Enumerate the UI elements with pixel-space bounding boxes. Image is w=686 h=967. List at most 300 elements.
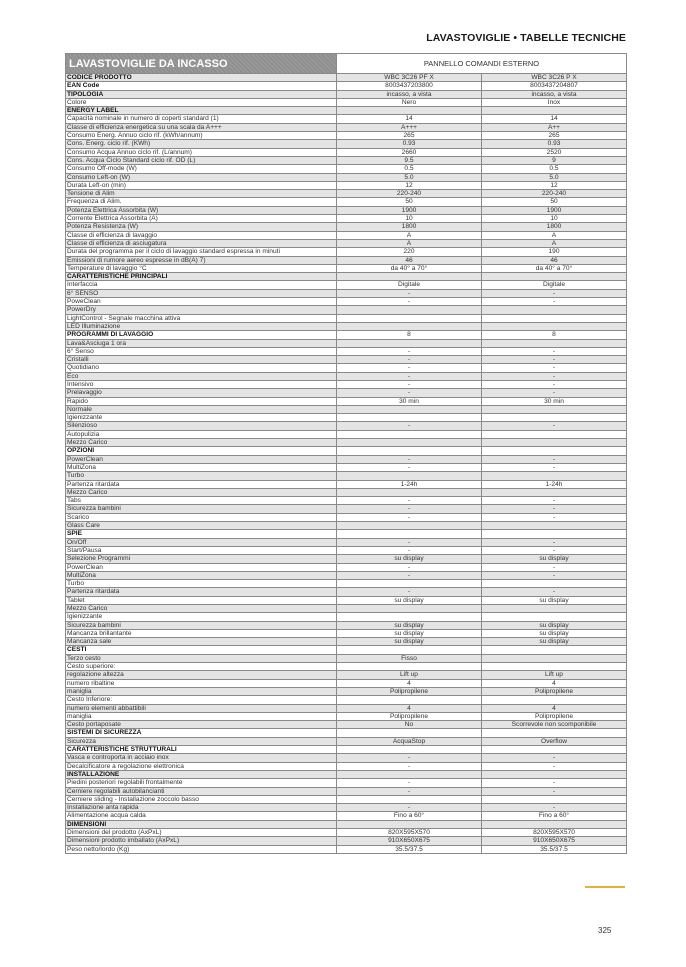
- row-label: MultiZona: [66, 463, 337, 471]
- row-label: numero elementi abbattibili: [66, 704, 337, 712]
- row-label: Classe di efficienza di asciugatura: [66, 239, 337, 247]
- value-model-1: [337, 746, 482, 754]
- value-model-2: [482, 613, 627, 621]
- value-model-2: [482, 447, 627, 455]
- row-label: 6° Senso: [66, 347, 337, 355]
- row-label: Turbo: [66, 580, 337, 588]
- value-model-2: A: [482, 231, 627, 239]
- row-label: SISTEMI DI SICUREZZA: [66, 729, 337, 737]
- value-model-2: 1900: [482, 206, 627, 214]
- page-header-title: LAVASTOVIGLIE • TABELLE TECNICHE: [426, 32, 626, 44]
- row-label: CESTI: [66, 646, 337, 654]
- row-label: Turbo: [66, 472, 337, 480]
- panel-type-label: PANNELLO COMANDI ESTERNO: [337, 54, 627, 74]
- value-model-1: 9.5: [337, 156, 482, 164]
- value-model-2: su display: [482, 621, 627, 629]
- value-model-2: [482, 107, 627, 115]
- value-model-1: -: [337, 779, 482, 787]
- value-model-2: [482, 530, 627, 538]
- value-model-2: -: [482, 298, 627, 306]
- row-label: Classe di efficienza energetica su una scala da A+++: [66, 123, 337, 131]
- table-row: [66, 787, 627, 795]
- value-model-1: -: [337, 804, 482, 812]
- value-model-2: -: [482, 347, 627, 355]
- value-model-1: -: [337, 754, 482, 762]
- value-model-1: 46: [337, 256, 482, 264]
- value-model-1: 220-240: [337, 190, 482, 198]
- value-model-1: No: [337, 721, 482, 729]
- value-model-2: 4: [482, 704, 627, 712]
- row-label: Consumo Acqua Annuo ciclo rif. (L/annum): [66, 148, 337, 156]
- value-model-2: -: [482, 563, 627, 571]
- table-row: [66, 98, 627, 106]
- row-label: Eco: [66, 372, 337, 380]
- value-model-2: -: [482, 804, 627, 812]
- value-model-2: -: [482, 455, 627, 463]
- row-label: Alimentazione acqua calda: [66, 812, 337, 820]
- value-model-1: [337, 580, 482, 588]
- row-label: Installazione anta rapida: [66, 804, 337, 812]
- row-label: Cerniere sliding - Installazione zoccolo basso: [66, 795, 337, 803]
- value-model-1: [337, 405, 482, 413]
- table-row: [66, 538, 627, 546]
- row-label: regolazione altezza: [66, 671, 337, 679]
- section-header-row: [66, 447, 627, 455]
- value-model-2: [482, 472, 627, 480]
- value-model-1: [337, 339, 482, 347]
- value-model-2: 820X595X570: [482, 829, 627, 837]
- value-model-1: -: [337, 289, 482, 297]
- value-model-1: su display: [337, 629, 482, 637]
- section-header-row: [66, 74, 627, 82]
- row-label: Mezzo Carico: [66, 605, 337, 613]
- table-row: [66, 181, 627, 189]
- table-row: [66, 588, 627, 596]
- value-model-1: 14: [337, 115, 482, 123]
- row-label: Autopulizia: [66, 430, 337, 438]
- value-model-2: [482, 405, 627, 413]
- row-label: Normale: [66, 405, 337, 413]
- value-model-2: [482, 746, 627, 754]
- value-model-2: [482, 314, 627, 322]
- value-model-1: [337, 770, 482, 778]
- table-row: [66, 563, 627, 571]
- table-row: [66, 289, 627, 297]
- value-model-1: -: [337, 356, 482, 364]
- value-model-1: su display: [337, 596, 482, 604]
- row-label: Cesto portaposate: [66, 721, 337, 729]
- row-label: Tensione di Alim: [66, 190, 337, 198]
- value-model-2: [482, 306, 627, 314]
- value-model-1: 10: [337, 215, 482, 223]
- table-row: [66, 779, 627, 787]
- value-model-2: 190: [482, 248, 627, 256]
- row-label: Frequenza di Alim.: [66, 198, 337, 206]
- row-label: INSTALLAZIONE: [66, 770, 337, 778]
- value-model-1: 820X595X570: [337, 829, 482, 837]
- value-model-2: su display: [482, 555, 627, 563]
- row-label: CARATTERISTICHE PRINCIPALI: [66, 273, 337, 281]
- table-row: [66, 488, 627, 496]
- table-row: [66, 654, 627, 662]
- value-model-1: [337, 306, 482, 314]
- value-model-2: -: [482, 289, 627, 297]
- value-model-1: Fisso: [337, 654, 482, 662]
- value-model-1: [337, 107, 482, 115]
- table-row: [66, 198, 627, 206]
- row-label: Dimensioni prodotto imballato (AxPxL): [66, 837, 337, 845]
- value-model-2: [482, 795, 627, 803]
- table-row: [66, 663, 627, 671]
- value-model-2: 1800: [482, 223, 627, 231]
- value-model-2: [482, 729, 627, 737]
- value-model-1: [337, 488, 482, 496]
- value-model-1: -: [337, 762, 482, 770]
- table-row: [66, 231, 627, 239]
- table-row: [66, 845, 627, 853]
- row-label: Cesto Inferiore:: [66, 696, 337, 704]
- row-label: Quotidiano: [66, 364, 337, 372]
- row-label: ENERGY LABEL: [66, 107, 337, 115]
- value-model-1: [337, 696, 482, 704]
- section-header-row: [66, 746, 627, 754]
- value-model-2: -: [482, 546, 627, 554]
- value-model-2: [482, 820, 627, 828]
- value-model-2: 30 min: [482, 397, 627, 405]
- section-header-row: [66, 729, 627, 737]
- table-row: [66, 256, 627, 264]
- row-label: Durata del programma per il ciclo di lavaggio standard espressa in minuti: [66, 248, 337, 256]
- value-model-2: -: [482, 364, 627, 372]
- value-model-1: Digitale: [337, 281, 482, 289]
- value-model-2: [482, 488, 627, 496]
- table-row: [66, 405, 627, 413]
- value-model-1: [337, 820, 482, 828]
- value-model-1: -: [337, 505, 482, 513]
- section-header-row: [66, 770, 627, 778]
- table-row: [66, 455, 627, 463]
- value-model-1: su display: [337, 555, 482, 563]
- table-row: [66, 264, 627, 272]
- value-model-1: -: [337, 571, 482, 579]
- value-model-1: [337, 414, 482, 422]
- table-row: [66, 687, 627, 695]
- table-row: [66, 671, 627, 679]
- value-model-1: Lift up: [337, 671, 482, 679]
- value-model-1: 0.5: [337, 165, 482, 173]
- value-model-2: A: [482, 239, 627, 247]
- value-model-1: Nero: [337, 98, 482, 106]
- table-row: [66, 804, 627, 812]
- value-model-2: 0.93: [482, 140, 627, 148]
- value-model-2: [482, 770, 627, 778]
- value-model-2: 4: [482, 679, 627, 687]
- value-model-2: [482, 322, 627, 330]
- value-model-2: 910X650X675: [482, 837, 627, 845]
- table-row: [66, 215, 627, 223]
- value-model-1: Polipropilene: [337, 687, 482, 695]
- value-model-2: 46: [482, 256, 627, 264]
- value-model-1: [337, 795, 482, 803]
- table-row: [66, 306, 627, 314]
- row-label: CARATTERISTICHE STRUTTURALI: [66, 746, 337, 754]
- row-label: Glass Care: [66, 522, 337, 530]
- value-model-2: 220-240: [482, 190, 627, 198]
- table-row: [66, 356, 627, 364]
- value-model-2: 1-24h: [482, 480, 627, 488]
- row-label: On/Off: [66, 538, 337, 546]
- row-label: OPZIONI: [66, 447, 337, 455]
- value-model-2: WBC 3C26 P X: [482, 74, 627, 82]
- row-label: Peso netto/lordo (Kg): [66, 845, 337, 853]
- table-row: [66, 281, 627, 289]
- value-model-2: Inox: [482, 98, 627, 106]
- row-label: PROGRAMMI DI LAVAGGIO: [66, 331, 337, 339]
- section-header-row: [66, 530, 627, 538]
- row-label: Capacità nominale in numero di coperti standard (1): [66, 115, 337, 123]
- value-model-1: 0.93: [337, 140, 482, 148]
- value-model-1: [337, 522, 482, 530]
- row-label: Durata Left-on (min): [66, 181, 337, 189]
- value-model-1: [337, 663, 482, 671]
- value-model-1: -: [337, 364, 482, 372]
- value-model-2: -: [482, 505, 627, 513]
- row-label: CODICE PRODOTTO: [66, 74, 337, 82]
- value-model-1: 4: [337, 704, 482, 712]
- value-model-2: [482, 273, 627, 281]
- row-label: LED Illuminazione: [66, 322, 337, 330]
- row-label: Dimensioni del prodotto (AxPxL): [66, 829, 337, 837]
- value-model-1: [337, 447, 482, 455]
- value-model-1: [337, 646, 482, 654]
- value-model-2: Lift up: [482, 671, 627, 679]
- section-header-row: [66, 107, 627, 115]
- section-header-row: [66, 90, 627, 98]
- table-row: [66, 239, 627, 247]
- table-row: [66, 629, 627, 637]
- value-model-1: -: [337, 538, 482, 546]
- value-model-1: -: [337, 546, 482, 554]
- row-label: Potenza Resistenza (W): [66, 223, 337, 231]
- row-label: Cons. Acqua Ciclo Standard ciclo rif. OD (L): [66, 156, 337, 164]
- value-model-1: Fino a 60°: [337, 812, 482, 820]
- value-model-1: A: [337, 231, 482, 239]
- row-label: maniglia: [66, 687, 337, 695]
- value-model-2: [482, 339, 627, 347]
- row-label: Silenzioso: [66, 422, 337, 430]
- row-label: EAN Code: [66, 82, 337, 90]
- row-label: DIMENSIONI: [66, 820, 337, 828]
- value-model-1: su display: [337, 621, 482, 629]
- value-model-2: [482, 696, 627, 704]
- table-row: [66, 140, 627, 148]
- value-model-2: Polipropilene: [482, 712, 627, 720]
- row-label: Sicurezza bambini: [66, 505, 337, 513]
- value-model-2: -: [482, 372, 627, 380]
- value-model-2: -: [482, 389, 627, 397]
- value-model-1: [337, 729, 482, 737]
- value-model-1: da 40° a 70°: [337, 264, 482, 272]
- value-model-2: 265: [482, 132, 627, 140]
- value-model-1: 2660: [337, 148, 482, 156]
- table-row: [66, 621, 627, 629]
- value-model-1: 12: [337, 181, 482, 189]
- table-row: [66, 165, 627, 173]
- table-row: [66, 148, 627, 156]
- row-label: Igienizzante: [66, 414, 337, 422]
- value-model-1: incasso, a vista: [337, 90, 482, 98]
- table-row: [66, 721, 627, 729]
- row-label: Rapido: [66, 397, 337, 405]
- value-model-1: 4: [337, 679, 482, 687]
- value-model-1: -: [337, 787, 482, 795]
- value-model-2: [482, 663, 627, 671]
- value-model-1: 1800: [337, 223, 482, 231]
- value-model-1: 1900: [337, 206, 482, 214]
- value-model-2: 12: [482, 181, 627, 189]
- value-model-2: -: [482, 422, 627, 430]
- value-model-2: -: [482, 754, 627, 762]
- value-model-2: [482, 522, 627, 530]
- table-row: [66, 380, 627, 388]
- spec-table: [65, 53, 627, 854]
- value-model-2: 2520: [482, 148, 627, 156]
- value-model-1: [337, 273, 482, 281]
- value-model-1: AcquaStop: [337, 737, 482, 745]
- row-label: Mezzo Carico: [66, 439, 337, 447]
- value-model-1: 265: [337, 132, 482, 140]
- value-model-2: -: [482, 538, 627, 546]
- section-header-row: [66, 82, 627, 90]
- value-model-2: 0.5: [482, 165, 627, 173]
- value-model-2: Polipropilene: [482, 687, 627, 695]
- value-model-1: -: [337, 347, 482, 355]
- value-model-1: [337, 314, 482, 322]
- value-model-2: [482, 646, 627, 654]
- value-model-1: -: [337, 513, 482, 521]
- value-model-2: Scorrevole non scomponibile: [482, 721, 627, 729]
- value-model-1: 5.0: [337, 173, 482, 181]
- row-label: Prelavaggio: [66, 389, 337, 397]
- table-row: [66, 223, 627, 231]
- row-label: Emissioni di rumore aereo espresse in dB(A) 7): [66, 256, 337, 264]
- row-label: Tabs: [66, 497, 337, 505]
- table-row: [66, 605, 627, 613]
- value-model-2: 14: [482, 115, 627, 123]
- value-model-2: 8003437204807: [482, 82, 627, 90]
- table-row: [66, 206, 627, 214]
- table-row: [66, 463, 627, 471]
- row-label: Igienizzante: [66, 613, 337, 621]
- row-label: Cesto superiore:: [66, 663, 337, 671]
- table-row: [66, 190, 627, 198]
- value-model-1: -: [337, 497, 482, 505]
- value-model-1: -: [337, 389, 482, 397]
- table-row: [66, 314, 627, 322]
- value-model-2: Digitale: [482, 281, 627, 289]
- value-model-2: 9: [482, 156, 627, 164]
- value-model-2: 35.5/37.5: [482, 845, 627, 853]
- table-row: [66, 115, 627, 123]
- row-label: Mancanza sale: [66, 638, 337, 646]
- row-label: Corrente Elettrica Assorbita (A): [66, 215, 337, 223]
- row-label: maniglia: [66, 712, 337, 720]
- table-row: [66, 555, 627, 563]
- value-model-2: 10: [482, 215, 627, 223]
- value-model-1: A+++: [337, 123, 482, 131]
- table-title-row: [66, 54, 627, 74]
- table-row: [66, 571, 627, 579]
- value-model-1: -: [337, 588, 482, 596]
- value-model-2: -: [482, 779, 627, 787]
- table-row: [66, 480, 627, 488]
- value-model-1: -: [337, 380, 482, 388]
- value-model-1: 1-24h: [337, 480, 482, 488]
- row-label: Decalcificatore a regolazione elettronica: [66, 762, 337, 770]
- table-row: [66, 414, 627, 422]
- table-row: [66, 829, 627, 837]
- row-label: Potenza Elettrica Assorbita (W): [66, 206, 337, 214]
- row-label: Terzo cesto: [66, 654, 337, 662]
- value-model-2: incasso, a vista: [482, 90, 627, 98]
- section-header-row: [66, 273, 627, 281]
- row-label: Sicurezza: [66, 737, 337, 745]
- value-model-1: -: [337, 463, 482, 471]
- value-model-2: -: [482, 787, 627, 795]
- table-row: [66, 712, 627, 720]
- table-row: [66, 364, 627, 372]
- table-row: [66, 596, 627, 604]
- row-label: Temperature di lavaggio °C: [66, 264, 337, 272]
- row-label: Sicurezza bambini: [66, 621, 337, 629]
- value-model-2: -: [482, 380, 627, 388]
- table-row: [66, 762, 627, 770]
- row-label: Tablet: [66, 596, 337, 604]
- value-model-2: -: [482, 762, 627, 770]
- value-model-2: 8: [482, 331, 627, 339]
- table-row: [66, 298, 627, 306]
- value-model-2: [482, 580, 627, 588]
- value-model-1: 8: [337, 331, 482, 339]
- row-label: Partenza ritardata: [66, 480, 337, 488]
- table-row: [66, 389, 627, 397]
- row-label: Start/Pausa: [66, 546, 337, 554]
- value-model-2: Fino a 60°: [482, 812, 627, 820]
- table-row: [66, 322, 627, 330]
- row-label: Lava&Asciuga 1 ora: [66, 339, 337, 347]
- table-row: [66, 505, 627, 513]
- table-row: [66, 638, 627, 646]
- value-model-1: [337, 439, 482, 447]
- table-row: [66, 837, 627, 845]
- table-row: [66, 132, 627, 140]
- value-model-1: Polipropilene: [337, 712, 482, 720]
- table-row: [66, 248, 627, 256]
- row-label: TIPOLOGIA: [66, 90, 337, 98]
- value-model-2: su display: [482, 638, 627, 646]
- row-label: Partenza ritardata: [66, 588, 337, 596]
- value-model-2: -: [482, 513, 627, 521]
- value-model-2: -: [482, 463, 627, 471]
- row-label: PowerDry: [66, 306, 337, 314]
- value-model-2: su display: [482, 629, 627, 637]
- row-label: SPIE: [66, 530, 337, 538]
- row-label: Interfaccia: [66, 281, 337, 289]
- value-model-1: 8003437203800: [337, 82, 482, 90]
- table-row: [66, 347, 627, 355]
- value-model-1: -: [337, 298, 482, 306]
- row-label: Vasca e controporta in acciaio inox: [66, 754, 337, 762]
